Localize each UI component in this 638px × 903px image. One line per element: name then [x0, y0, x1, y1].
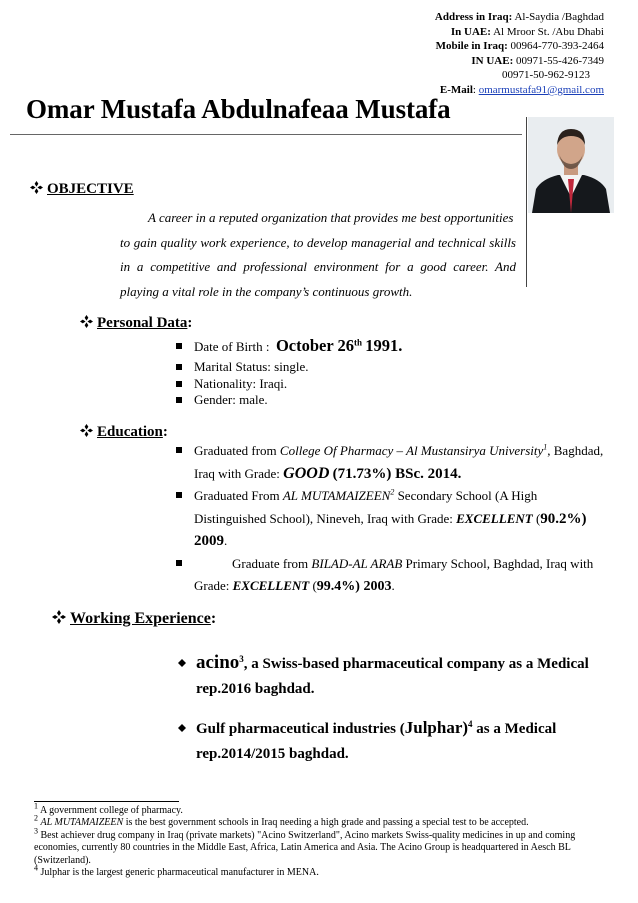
objective-heading: OBJECTIVE: [30, 181, 134, 198]
uae-address: In UAE: Al Mroor St. /Abu Dhabi: [450, 25, 604, 38]
contact-block: [304, 10, 604, 98]
job-julphar: Gulf pharmaceutical industries (Julphar)$^4$ as a Medical rep.2014/2015 baghdad.: [196, 715, 596, 767]
square-bullet-icon: [176, 397, 182, 403]
diamond-bullet-icon: [178, 659, 186, 667]
education-item-secondary: Graduated From AL MUTAMAIZEEN$^2$ Secondary School (A High Distinguished School), Nineveh, Iraq with Grade: EXCELLENT (90.2%) 2009.: [176, 485, 604, 553]
four-diamond-icon: [80, 315, 93, 328]
footnote-3: $^3$ Best achiever drug company in Iraq (private markets) "Acino Switzerland", Acino markets Swiss-quality medicines in up and coming economies, currently 80 countries in the Middle East, Africa, Latin America and Asia. The Acino Group is headquartered in Aesch BL (Switzerland).: [34, 826, 576, 866]
square-bullet-icon: [176, 381, 182, 387]
diamond-bullet-icon: [178, 724, 186, 732]
four-diamond-icon: [52, 610, 66, 624]
nationality-item: Nationality: Iraqi.: [176, 376, 576, 393]
square-bullet-icon: [176, 343, 182, 349]
personal-list: [176, 334, 576, 409]
footnote-2: $^2$ AL MUTAMAIZEEN is the best government schools in Iraq needing a high grade and passing a special test to be accepted.: [34, 814, 529, 829]
four-diamond-icon: [30, 181, 43, 194]
marital-item: Marital Status: single.: [176, 359, 576, 376]
square-bullet-icon: [176, 560, 182, 566]
name-divider: [10, 134, 522, 135]
job-acino: acino$^3$, a Swiss-based pharmaceutical company as a Medical rep.2016 baghdad.: [196, 650, 596, 702]
footnote-divider: [34, 801, 179, 802]
square-bullet-icon: [176, 447, 182, 453]
education-item-primary: Graduate from BILAD-AL ARAB Primary School, Baghdad, Iraq with Grade: EXCELLENT (99.4%) 2003.: [176, 553, 604, 599]
objective-text: [120, 206, 516, 304]
photo-divider: [526, 117, 527, 287]
objective-line-1: A career in a reputed organization that provides me best opportunities: [148, 210, 514, 225]
profile-photo: [528, 117, 614, 213]
education-heading: Education:: [80, 424, 168, 441]
candidate-name: Omar Mustafa Abdulnafeaa Mustafa: [26, 94, 451, 124]
iraq-address: Address in Iraq: Al-Saydia /Baghdad: [434, 11, 604, 23]
education-item-college: Graduated from College Of Pharmacy – Al Mustansirya University$^1$, Baghdad, Iraq with Grade: GOOD (71.73%) BSc. 2014.: [176, 440, 604, 485]
work-heading: Working Experience:: [52, 610, 216, 628]
dob-item: Date of Birth : October 26th 1991.: [176, 334, 576, 359]
objective-rest: to gain quality work experience, to develop managerial and technical skills in a competitive and professional environment for a good career. And playing a vital role in the company’s continuous growth.: [120, 234, 516, 299]
footnote-1: $^1$ A government college of pharmacy.: [34, 801, 183, 816]
footnote-4: $^4$ Julphar is the largest generic pharmaceutical manufacturer in MENA.: [34, 863, 319, 879]
education-list: [176, 440, 604, 599]
email-link[interactable]: omarmustafa91@gmail.com: [478, 83, 604, 96]
four-diamond-icon: [80, 424, 93, 437]
gender-item: Gender: male.: [176, 392, 576, 409]
uae-phone: IN UAE: 00971-55-426-7349: [471, 54, 604, 67]
email-line: E-Mail: omarmustafa91@gmail.com: [439, 83, 604, 96]
square-bullet-icon: [176, 492, 182, 498]
mobile-iraq: Mobile in Iraq: 00964-770-393-2464: [435, 40, 604, 53]
uae-phone-2: 00971-50-962-9123: [502, 69, 590, 82]
personal-heading: Personal Data:: [80, 315, 192, 332]
footnotes: [34, 801, 604, 879]
square-bullet-icon: [176, 364, 182, 370]
